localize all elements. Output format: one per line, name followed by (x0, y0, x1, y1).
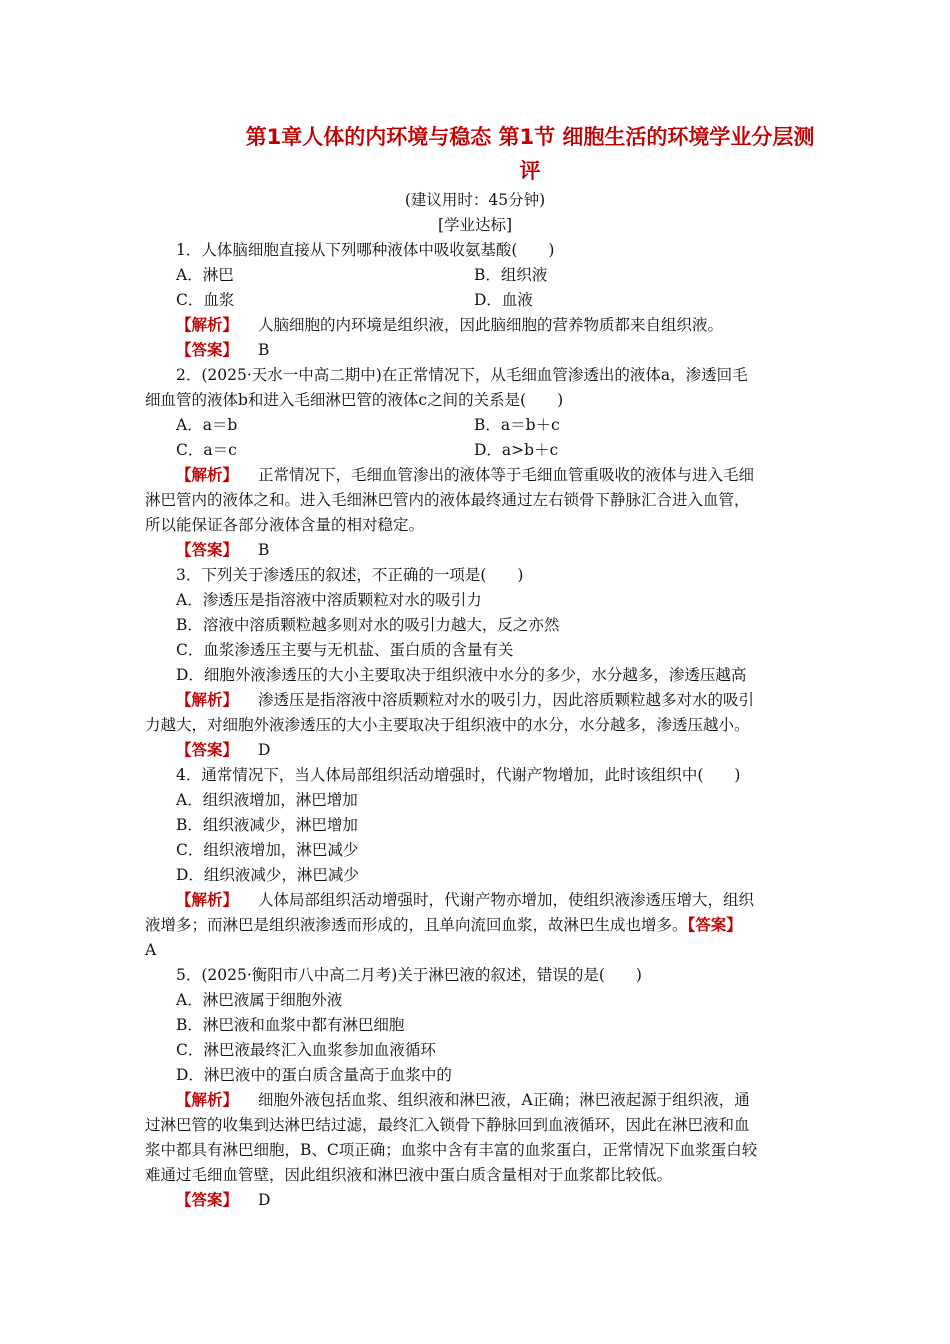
q1-answer-value: B (258, 341, 270, 359)
analysis-tag: 【解析】 (176, 466, 239, 484)
q3-analysis-text-1: 渗透压是指溶液中溶质颗粒对水的吸引力，因此溶质颗粒越多对水的吸引 (258, 691, 755, 709)
q4-option-d: D．组织液减少，淋巴减少 (176, 866, 359, 884)
q5-analysis-text-1: 细胞外液包括血浆、组织液和淋巴液，A正确；淋巴液起源于组织液，通 (258, 1091, 750, 1109)
answer-tag: 【答案】 (176, 1191, 239, 1209)
title-line-1: 第1章人体的内环境与稳态 第1节 细胞生活的环境学业分层测 (245, 125, 815, 149)
q4-analysis-text-2: 液增多；而淋巴是组织液渗透而形成的，且单向流回血浆，故淋巴生成也增多。 (145, 916, 688, 934)
q5-answer-value: D (258, 1191, 271, 1209)
q2-stem-line-1: 2．(2025·天水一中高二期中)在正常情况下，从毛细血管渗透出的液体a，渗透回毛 (176, 366, 748, 384)
q1-option-a: A．淋巴 (176, 266, 234, 284)
q2-option-a: A．a＝b (176, 416, 238, 434)
q2-option-c: C．a＝c (176, 441, 237, 459)
analysis-tag: 【解析】 (176, 1091, 239, 1109)
q3-answer-value: D (258, 741, 271, 759)
q4-option-b: B．组织液减少，淋巴增加 (176, 816, 358, 834)
q5-analysis-line-1 (176, 1088, 807, 1112)
title-line-2: 评 (519, 159, 541, 183)
q4-answer-value: A (145, 941, 157, 959)
q4-analysis-line-2 (145, 913, 807, 937)
q5-option-a: A．淋巴液属于细胞外液 (176, 991, 343, 1009)
q1-analysis (176, 313, 807, 337)
q5-option-c: C．淋巴液最终汇入血浆参加血液循环 (176, 1041, 436, 1059)
analysis-tag: 【解析】 (176, 691, 239, 709)
q3-option-c: C．血浆渗透压主要与无机盐、蛋白质的含量有关 (176, 641, 514, 659)
suggested-time: (建议用时：45分钟) (404, 191, 546, 209)
q2-analysis-line-2: 淋巴管内的液体之和。进入毛细淋巴管内的液体最终通过左右锁骨下静脉汇合进入血管， (145, 491, 750, 509)
q2-option-b: B．a＝b＋c (474, 416, 560, 434)
answer-tag: 【答案】 (176, 341, 239, 359)
q1-option-d: D．血液 (474, 291, 533, 309)
q1-stem: 1．人体脑细胞直接从下列哪种液体中吸收氨基酸( ) (176, 241, 555, 259)
q2-answer (176, 538, 807, 562)
q4-analysis-line-1 (176, 888, 807, 912)
q2-answer-value: B (258, 541, 270, 559)
q3-option-d: D．细胞外液渗透压的大小主要取决于组织液中水分的多少，水分越多，渗透压越高 (176, 666, 747, 684)
q5-option-d: D．淋巴液中的蛋白质含量高于血浆中的 (176, 1066, 452, 1084)
q5-analysis-line-2: 过淋巴管的收集到达淋巴结过滤，最终汇入锁骨下静脉回到血液循环，因此在淋巴液和血 (145, 1116, 750, 1134)
q4-analysis-text-1: 人体局部组织活动增强时，代谢产物亦增加，使组织液渗透压增大，组织 (258, 891, 755, 909)
answer-tag: 【答案】 (687, 916, 742, 934)
q2-stem-line-2: 细血管的液体b和进入毛细淋巴管的液体c之间的关系是( ) (145, 391, 564, 409)
q5-answer (176, 1188, 807, 1212)
q4-option-c: C．组织液增加，淋巴减少 (176, 841, 359, 859)
q5-analysis-line-3: 浆中都具有淋巴细胞，B、C项正确；血浆中含有丰富的血浆蛋白，正常情况下血浆蛋白较 (145, 1141, 758, 1159)
section-label: [学业达标] (437, 216, 513, 234)
q2-option-d: D．a>b＋c (474, 441, 559, 459)
answer-tag: 【答案】 (176, 741, 239, 759)
q5-stem: 5．(2025·衡阳市八中高二月考)关于淋巴液的叙述，错误的是( ) (176, 966, 642, 984)
q3-option-b: B．溶液中溶质颗粒越多则对水的吸引力越大，反之亦然 (176, 616, 560, 634)
analysis-tag: 【解析】 (176, 316, 239, 334)
q2-analysis-line-3: 所以能保证各部分液体含量的相对稳定。 (145, 516, 425, 534)
q1-answer (176, 338, 807, 362)
q3-analysis-line-2: 力越大，对细胞外液渗透压的大小主要取决于组织液中的水分，水分越多，渗透压越小。 (145, 716, 750, 734)
q3-option-a: A．渗透压是指溶液中溶质颗粒对水的吸引力 (176, 591, 482, 609)
q4-option-a: A．组织液增加，淋巴增加 (176, 791, 358, 809)
answer-tag: 【答案】 (176, 541, 239, 559)
q3-stem: 3．下列关于渗透压的叙述，不正确的一项是( ) (176, 566, 524, 584)
q1-option-c: C．血浆 (176, 291, 235, 309)
q3-answer (176, 738, 807, 762)
analysis-tag: 【解析】 (176, 891, 239, 909)
q4-stem: 4．通常情况下，当人体局部组织活动增强时，代谢产物增加，此时该组织中( ) (176, 766, 741, 784)
q3-analysis-line-1 (176, 688, 807, 712)
page-title (150, 120, 910, 188)
q5-option-b: B．淋巴液和血浆中都有淋巴细胞 (176, 1016, 405, 1034)
q2-analysis-line-1 (176, 463, 807, 487)
q2-analysis-text-1: 正常情况下，毛细血管渗出的液体等于毛细血管重吸收的液体与进入毛细 (258, 466, 755, 484)
q1-option-b: B．组织液 (474, 266, 548, 284)
q5-analysis-line-4: 难通过毛细血管壁，因此组织液和淋巴液中蛋白质含量相对于血浆都比较低。 (145, 1166, 673, 1184)
q1-analysis-text: 人脑细胞的内环境是组织液，因此脑细胞的营养物质都来自组织液。 (258, 316, 724, 334)
